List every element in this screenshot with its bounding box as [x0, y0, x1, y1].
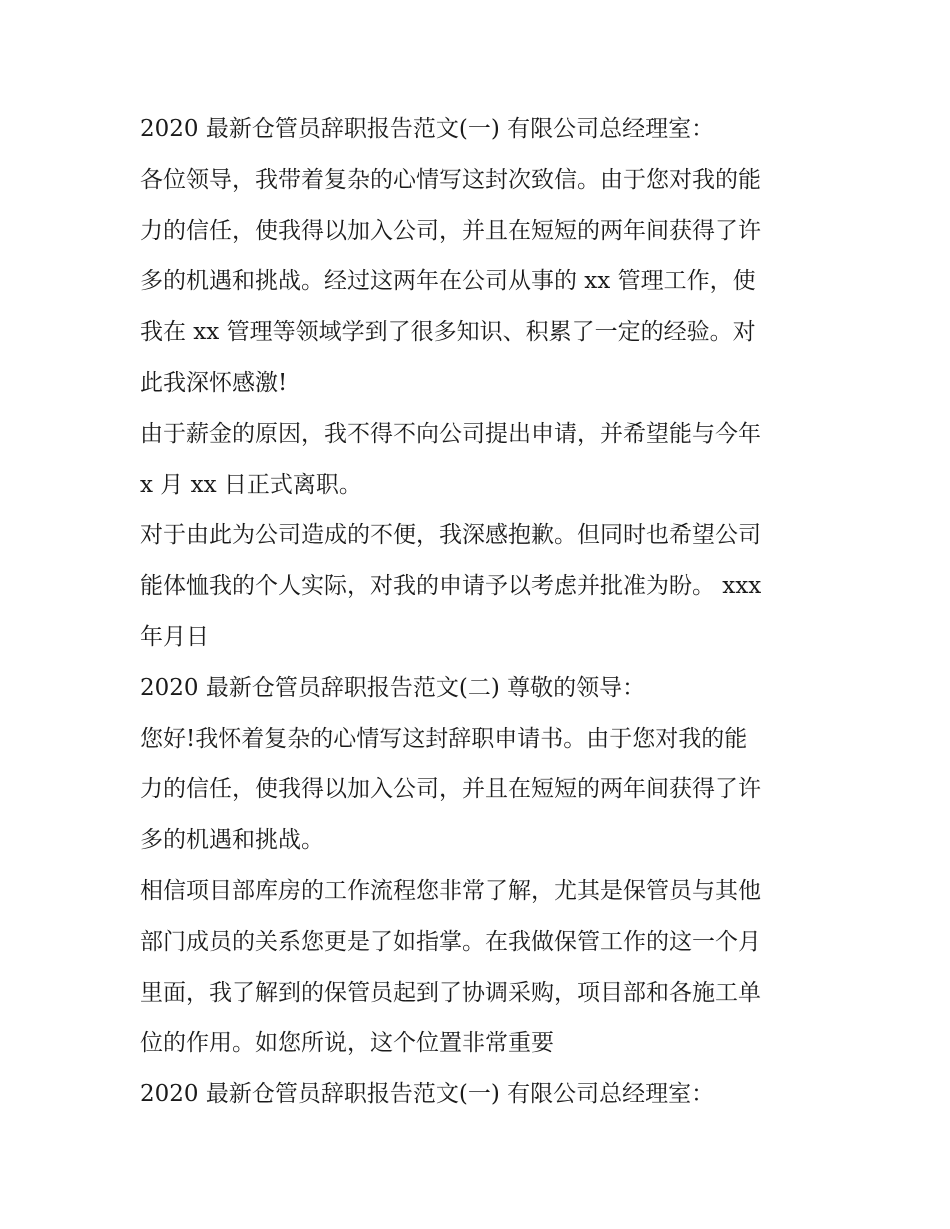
text-line: 对于由此为公司造成的不便，我深感抱歉。但同时也希望公司	[140, 522, 761, 549]
text-line: 我在 xx 管理等领域学到了很多知识、积累了一定的经验。对	[140, 319, 756, 346]
text-line: 部门成员的关系您更是了如指掌。在我做保管工作的这一个月	[140, 928, 761, 955]
text-line: 能体恤我的个人实际，对我的申请予以考虑并批准为盼。 xxx	[140, 573, 762, 600]
text-line: 力的信任，使我得以加入公司，并且在短短的两年间获得了许	[140, 217, 761, 244]
text-line: x 月 xx 日正式离职。	[140, 471, 362, 498]
text-line: 位的作用。如您所说，这个位置非常重要	[140, 1030, 554, 1057]
text-line: 此我深怀感激!	[140, 369, 288, 396]
text-line: 力的信任，使我得以加入公司，并且在短短的两年间获得了许	[140, 776, 761, 803]
text-line: 2020 最新仓管员辞职报告范文(一) 有限公司总经理室：	[140, 116, 715, 142]
text-line: 您好!我怀着复杂的心情写这封辞职申请书。由于您对我的能	[140, 725, 748, 752]
text-line: 2020 最新仓管员辞职报告范文(二) 尊敬的领导：	[140, 674, 646, 701]
text-line: 2020 最新仓管员辞职报告范文(一) 有限公司总经理室：	[140, 1081, 715, 1108]
text-line: 各位领导，我带着复杂的心情写这封次致信。由于您对我的能	[140, 166, 761, 193]
document-body	[140, 104, 812, 1120]
text-line: 多的机遇和挑战。经过这两年在公司从事的 xx 管理工作，使	[140, 268, 756, 295]
text-line: 由于薪金的原因，我不得不向公司提出申请，并希望能与今年	[140, 420, 761, 447]
text-line: 相信项目部库房的工作流程您非常了解，尤其是保管员与其他	[140, 877, 761, 904]
text-line: 年月日	[140, 623, 209, 650]
text-line: 多的机遇和挑战。	[140, 827, 324, 854]
text-line: 里面，我了解到的保管员起到了协调采购，项目部和各施工单	[140, 979, 761, 1006]
